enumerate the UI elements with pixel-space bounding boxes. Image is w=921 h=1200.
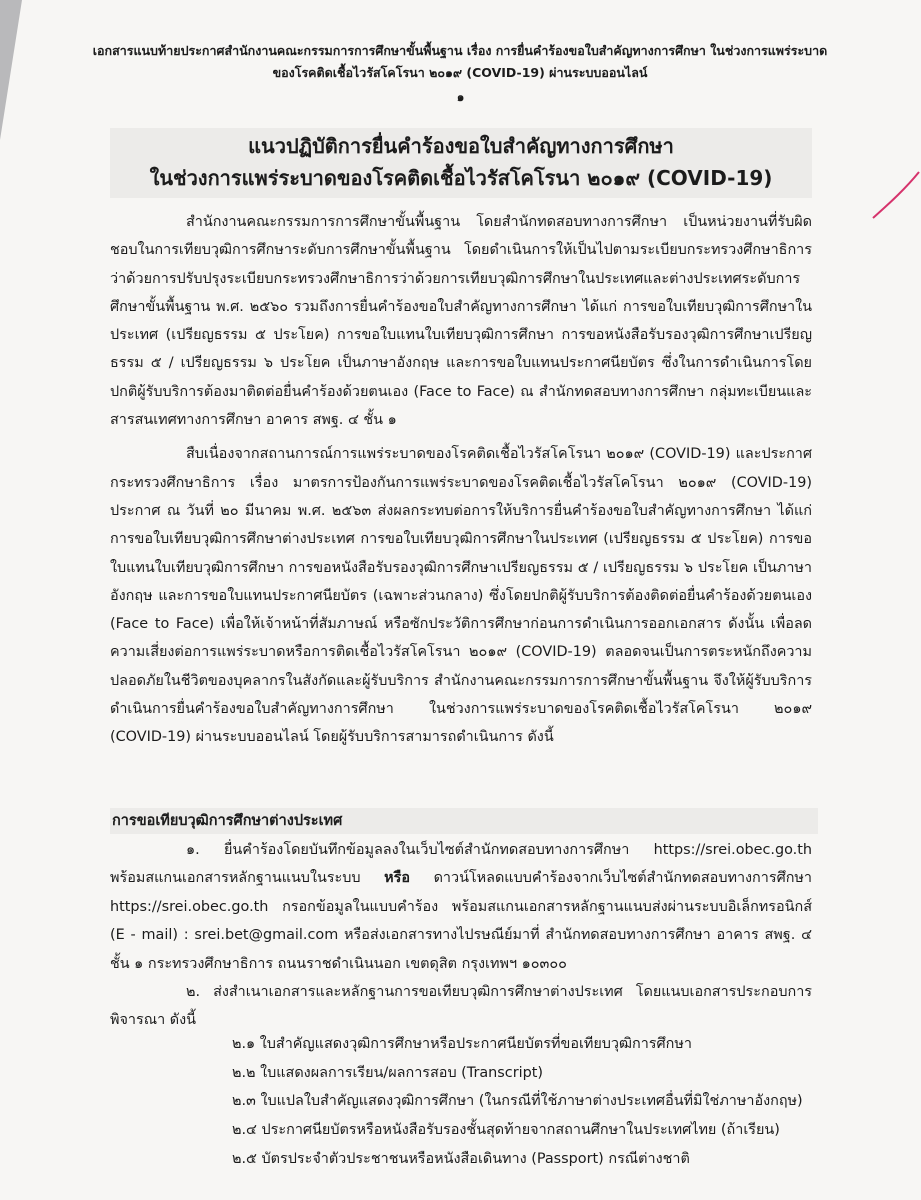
document-title	[110, 128, 812, 198]
step-1-part-b: ดาวน์โหลดแบบคำร้องจากเว็บไซต์สำนักทดสอบทางการศึกษา https://srei.obec.go.th กรอกข้อมูลในแบบคำร้อง พร้อมสแกนเอกสารหลักฐานแนบส่งผ่านระบบอิเล็กทรอนิกส์ (E - mail) : srei.bet@gmail.com หรือส่งเอกสารทางไปรษณีย์มาที่ สำนักทดสอบทางการศึกษา อาคาร สพฐ. ๔ ชั้น ๑ กระทรวงศึกษาธิการ ถนนราชดำเนินนอก เขตดุสิต กรุงเทพฯ ๑๐๓๐๐	[110, 870, 812, 972]
red-pen-mark	[861, 170, 921, 230]
list-item: ๒.๑ ใบสำคัญแสดงวุฒิการศึกษาหรือประกาศนียบัตรที่ขอเทียบวุฒิการศึกษา	[232, 1036, 692, 1052]
step-2: ๒. ส่งสำเนาเอกสารและหลักฐานการขอเทียบวุฒิการศึกษาต่างประเทศ โดยแนบเอกสารประกอบการพิจารณา ดังนี้	[110, 984, 812, 1029]
page-number: ๑	[456, 90, 465, 104]
intro-paragraph-2: สืบเนื่องจากสถานการณ์การแพร่ระบาดของโรคติดเชื้อไวรัสโคโรนา ๒๐๑๙ (COVID-19) และประกาศกระทรวงศึกษาธิการ เรื่อง มาตรการป้องกันการแพร่ระบาดของโรคติดเชื้อไวรัสโคโรนา ๒๐๑๙ (COVID-19) ประกาศ ณ วันที่ ๒๐ มีนาคม พ.ศ. ๒๕๖๓ ส่งผลกระทบต่อการให้บริการยื่นคำร้องขอใบสำคัญทางการศึกษา ได้แก่ การขอใบเทียบวุฒิการศึกษาต่างประเทศ การขอใบเทียบวุฒิการศึกษาในประเทศ (เปรียญธรรม ๕ ประโยค) การขอใบแทนใบเทียบวุฒิการศึกษา การขอหนังสือรับรองวุฒิการศึกษาเปรียญธรรม ๕ / เปรียญธรรม ๖ ประโยค เป็นภาษาอังกฤษ และการขอใบแทนประกาศนียบัตร (เฉพาะส่วนกลาง) ซึ่งโดยปกติผู้รับบริการต้องติดต่อยื่นคำร้องด้วยตนเอง (Face to Face) เพื่อให้เจ้าหน้าที่สัมภาษณ์ หรือซักประวัติการศึกษาก่อนการดำเนินการออกเอกสาร ดังนั้น เพื่อลดความเสี่ยงต่อการแพร่ระบาดหรือการติดเชื้อไวรัสโคโรนา ๒๐๑๙ (COVID-19) ตลอดจนเป็นการตระหนักถึงความปลอดภัยในชีวิตของบุคลากรในสังกัดและผู้รับบริการ สำนักงานคณะกรรมการการศึกษาขั้นพื้นฐาน จึงให้ผู้รับบริการดำเนินการยื่นคำร้องขอใบสำคัญทางการศึกษา ในช่วงการแพร่ระบาดของโรคติดเชื้อไวรัสโคโรนา ๒๐๑๙ (COVID-19) ผ่านระบบออนไลน์ โดยผู้รับบริการสามารถดำเนินการ ดังนี้	[110, 446, 812, 746]
section-body	[110, 836, 812, 1035]
title-line-2: ในช่วงการแพร่ระบาดของโรคติดเชื้อไวรัสโคโรนา ๒๐๑๙ (COVID-19)	[149, 166, 773, 190]
title-line-1: แนวปฏิบัติการยื่นคำร้องขอใบสำคัญทางการศึกษา	[248, 134, 674, 158]
list-item: ๒.๕ บัตรประจำตัวประชาชนหรือหนังสือเดินทาง (Passport) กรณีต่างชาติ	[232, 1150, 690, 1167]
required-documents-list	[232, 1030, 822, 1174]
list-item: ๒.๓ ใบแปลใบสำคัญแสดงวุฒิการศึกษา (ในกรณีที่ใช้ภาษาต่างประเทศอื่นที่มิใช่ภาษาอังกฤษ)	[232, 1093, 803, 1110]
section-heading: การขอเทียบวุฒิการศึกษาต่างประเทศ	[110, 808, 818, 834]
step-1	[110, 836, 812, 978]
list-item: ๒.๔ ประกาศนียบัตรหรือหนังสือรับรองชั้นสุดท้ายจากสถานศึกษาในประเทศไทย (ถ้าเรียน)	[232, 1122, 780, 1139]
page-fold-corner	[0, 0, 22, 140]
document-header	[80, 40, 840, 84]
header-line-1: เอกสารแนบท้ายประกาศสำนักงานคณะกรรมการการศึกษาขั้นพื้นฐาน เรื่อง การยื่นคำร้องขอใบสำคัญทางการศึกษา ในช่วงการแพร่ระบาด	[92, 43, 828, 58]
intro-paragraph-1: สำนักงานคณะกรรมการการศึกษาขั้นพื้นฐาน โดยสำนักทดสอบทางการศึกษา เป็นหน่วยงานที่รับผิดชอบในการเทียบวุฒิการศึกษาระดับการศึกษาขั้นพื้นฐาน โดยดำเนินการให้เป็นไปตามระเบียบกระทรวงศึกษาธิการว่าด้วยการปรับปรุงระเบียบกระทรวงศึกษาธิการว่าด้วยการเทียบวุฒิการศึกษาในประเทศและต่างประเทศระดับการศึกษาขั้นพื้นฐาน พ.ศ. ๒๕๖๐ รวมถึงการยื่นคำร้องขอใบสำคัญทางการศึกษา ได้แก่ การขอใบเทียบวุฒิการศึกษาในประเทศ (เปรียญธรรม ๕ ประโยค) การขอใบแทนใบเทียบวุฒิการศึกษา การขอหนังสือรับรองวุฒิการศึกษาเปรียญธรรม ๕ / เปรียญธรรม ๖ ประโยค เป็นภาษาอังกฤษ และการขอใบแทนประกาศนียบัตร ซึ่งในการดำเนินการโดยปกติผู้รับบริการต้องมาติดต่อยื่นคำร้องด้วยตนเอง (Face to Face) ณ สำนักทดสอบทางการศึกษา กลุ่มทะเบียนและสารสนเทศทางการศึกษา อาคาร สพฐ. ๔ ชั้น ๑	[110, 214, 812, 429]
list-item: ๒.๒ ใบแสดงผลการเรียน/ผลการสอบ (Transcript)	[232, 1064, 544, 1081]
step-1-or: หรือ	[384, 870, 410, 887]
header-line-2: ของโรคติดเชื้อไวรัสโคโรนา ๒๐๑๙ (COVID-19) ผ่านระบบออนไลน์	[272, 65, 648, 80]
intro-body	[110, 208, 812, 758]
step-1-part-a: ๑. ยื่นคำร้องโดยบันทึกข้อมูลลงในเว็บไซต์สำนักทดสอบทางการศึกษา https://srei.obec.go.th พร้อมสแกนเอกสารหลักฐานแนบในระบบ	[110, 842, 812, 887]
